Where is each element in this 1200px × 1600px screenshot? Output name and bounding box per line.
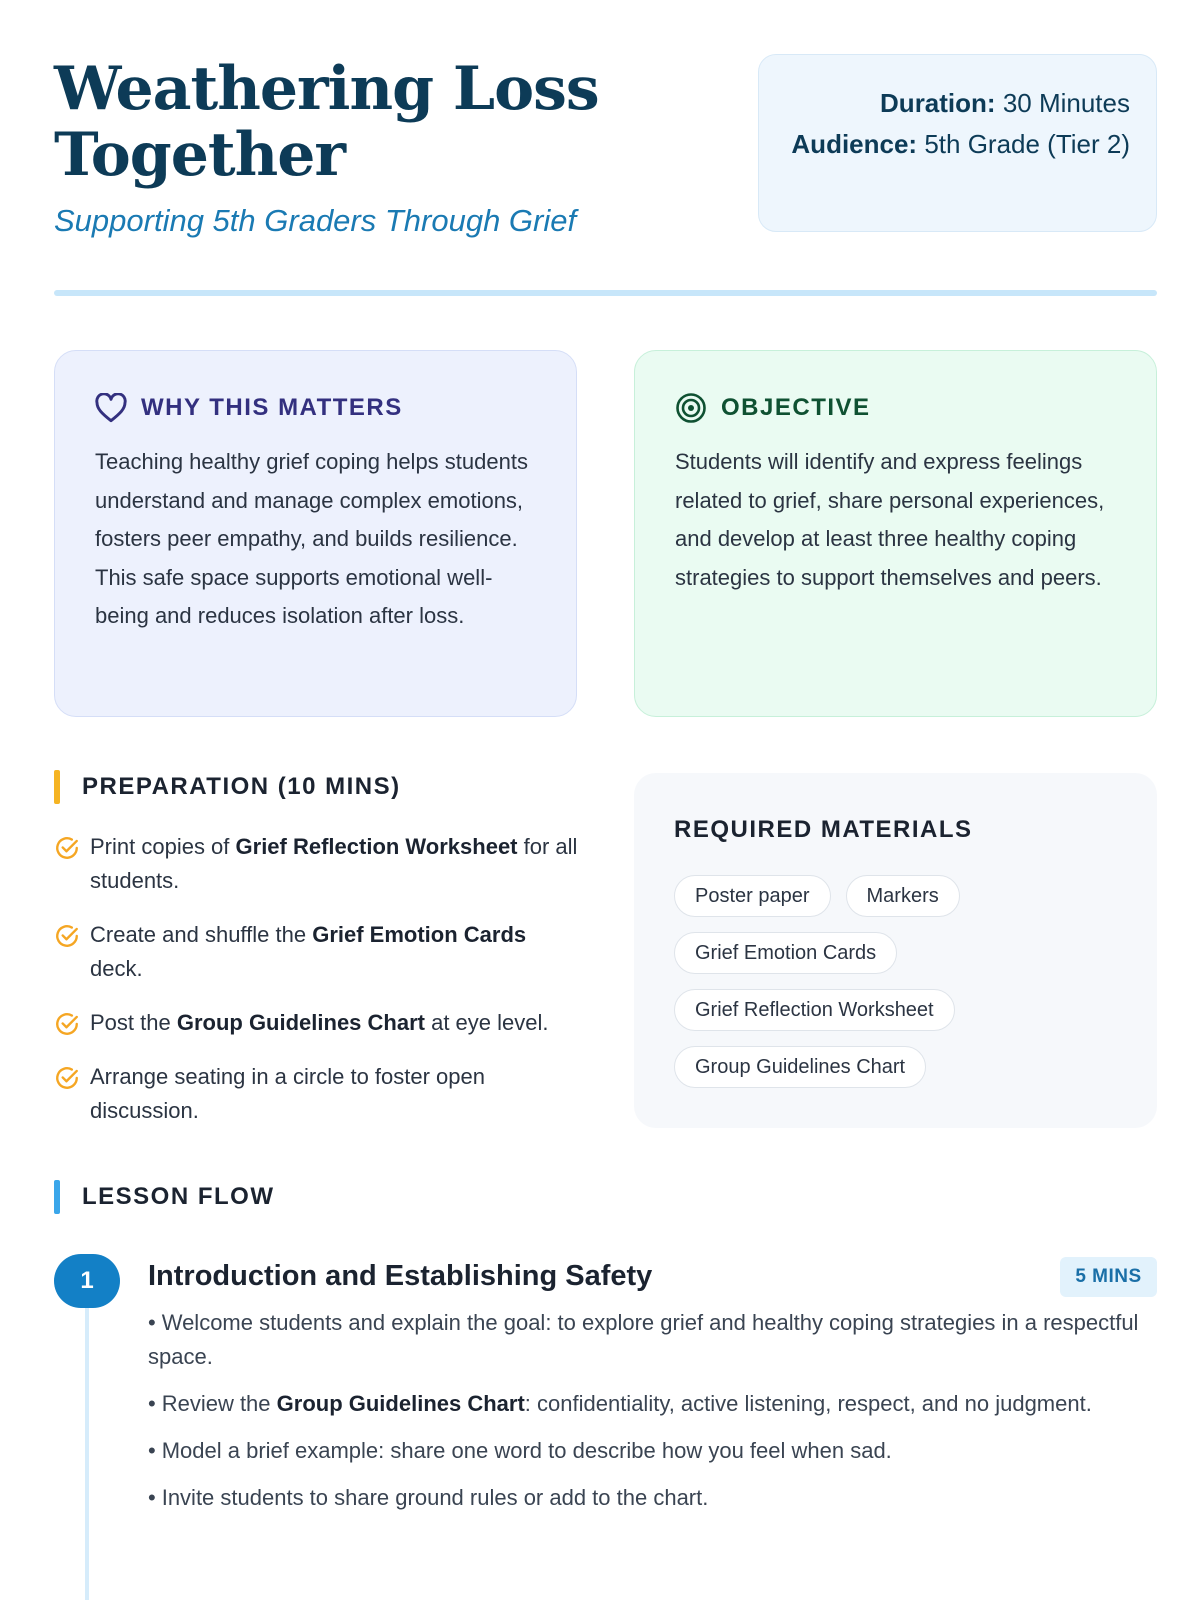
page-subtitle: Supporting 5th Graders Through Grief bbox=[54, 203, 577, 238]
step-point: • Welcome students and explain the goal: to explore grief and healthy coping strategies in a respectful space. bbox=[148, 1306, 1157, 1374]
lesson-flow-heading-row bbox=[54, 1180, 275, 1214]
lesson-flow-accent-bar bbox=[54, 1180, 60, 1214]
check-circle-icon bbox=[54, 835, 80, 861]
preparation-item-text: Arrange seating in a circle to foster open discussion. bbox=[90, 1064, 486, 1123]
step-point: • Model a brief example: share one word to describe how you feel when sad. bbox=[148, 1434, 1157, 1468]
preparation-item bbox=[54, 1006, 584, 1040]
material-chip: Markers bbox=[846, 875, 960, 917]
preparation-accent-bar bbox=[54, 770, 60, 804]
duration-row bbox=[779, 83, 1130, 124]
preparation-item bbox=[54, 1060, 584, 1128]
step-point: • Review the Group Guidelines Chart: confidentiality, active listening, respect, and no judgment. bbox=[148, 1387, 1157, 1421]
materials-heading: REQUIRED MATERIALS bbox=[674, 816, 973, 843]
page-title: Weathering Loss Together bbox=[54, 54, 599, 190]
bullet-dot: • bbox=[148, 1391, 156, 1416]
preparation-heading: PREPARATION (10 MINS) bbox=[82, 773, 401, 800]
step-title: Introduction and Establishing Safety bbox=[148, 1260, 653, 1292]
material-chip: Grief Emotion Cards bbox=[674, 932, 897, 974]
preparation-item bbox=[54, 830, 584, 898]
header-divider bbox=[54, 290, 1157, 296]
material-chip: Group Guidelines Chart bbox=[674, 1046, 926, 1088]
bullet-dot: • bbox=[148, 1485, 156, 1510]
required-materials-card bbox=[634, 773, 1157, 1128]
lesson-timeline-line bbox=[85, 1308, 89, 1600]
objective-body: Students will identify and express feelings related to grief, share personal experiences, and develop at least three healthy coping strategies to support themselves and peers. bbox=[675, 449, 1105, 590]
duration-value: 30 Minutes bbox=[1002, 88, 1130, 118]
step-number-badge: 1 bbox=[54, 1254, 120, 1308]
bullet-dot: • bbox=[148, 1438, 156, 1463]
preparation-item bbox=[54, 918, 584, 986]
check-circle-icon bbox=[54, 923, 80, 949]
check-circle-icon bbox=[54, 1011, 80, 1037]
preparation-item-text: Create and shuffle the Grief Emotion Cards deck. bbox=[90, 922, 527, 981]
lesson-meta-box bbox=[758, 54, 1157, 232]
why-heading-row bbox=[95, 391, 536, 425]
preparation-list bbox=[54, 830, 584, 1148]
heart-icon bbox=[95, 393, 127, 423]
preparation-heading-row bbox=[54, 770, 401, 804]
objective-card bbox=[634, 350, 1157, 717]
material-chip: Grief Reflection Worksheet bbox=[674, 989, 955, 1031]
step-point: • Invite students to share ground rules or add to the chart. bbox=[148, 1481, 1157, 1515]
objective-heading-row bbox=[675, 391, 1116, 425]
audience-value: 5th Grade (Tier 2) bbox=[924, 129, 1130, 159]
step-duration-badge: 5 MINS bbox=[1060, 1257, 1157, 1297]
why-heading: WHY THIS MATTERS bbox=[141, 394, 403, 421]
materials-chip-list bbox=[674, 875, 1094, 1088]
bullet-dot: • bbox=[148, 1310, 156, 1335]
target-icon bbox=[675, 392, 707, 424]
why-body: Teaching healthy grief coping helps students understand and manage complex emotions, fosters peer empathy, and builds resilience. This safe space supports emotional well-being and reduces isolation after loss. bbox=[95, 449, 528, 628]
lesson-plan-page bbox=[54, 0, 1157, 1600]
duration-label: Duration: bbox=[880, 88, 996, 118]
check-circle-icon bbox=[54, 1065, 80, 1091]
preparation-item-text: Post the Group Guidelines Chart at eye level. bbox=[90, 1010, 549, 1035]
audience-row bbox=[779, 124, 1130, 165]
objective-heading: OBJECTIVE bbox=[721, 394, 871, 421]
audience-label: Audience: bbox=[791, 129, 918, 159]
preparation-item-text: Print copies of Grief Reflection Worksheet for all students. bbox=[90, 834, 578, 893]
why-this-matters-card bbox=[54, 350, 577, 717]
material-chip: Poster paper bbox=[674, 875, 831, 917]
step-points-list bbox=[148, 1306, 1157, 1528]
lesson-flow-heading: LESSON FLOW bbox=[82, 1183, 275, 1210]
